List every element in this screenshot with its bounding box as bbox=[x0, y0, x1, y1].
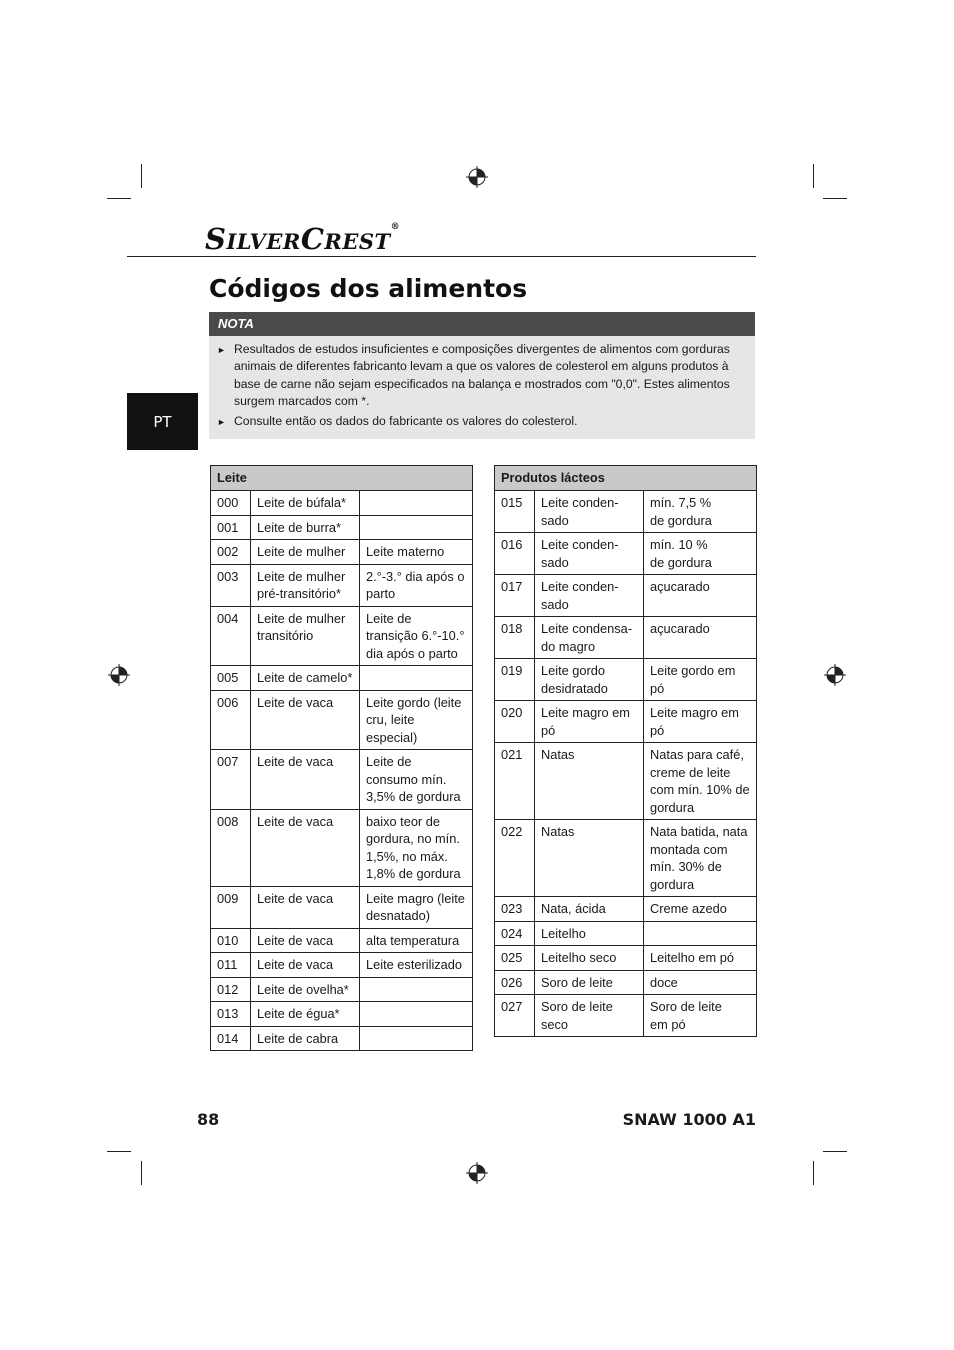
cell-code: 004 bbox=[211, 606, 251, 666]
table-row bbox=[211, 491, 473, 516]
cell-note bbox=[360, 666, 473, 691]
table-row bbox=[211, 977, 473, 1002]
table-row bbox=[495, 820, 757, 897]
cell-note: Leite magro em pó bbox=[644, 701, 757, 743]
cell-code: 000 bbox=[211, 491, 251, 516]
cell-name: Leite de camelo* bbox=[251, 666, 360, 691]
cell-note: Nata batida, nata montada com mín. 30% de gordura bbox=[644, 820, 757, 897]
cell-name: Leite de mulher transitório bbox=[251, 606, 360, 666]
cell-code: 009 bbox=[211, 886, 251, 928]
table-row bbox=[211, 1026, 473, 1051]
crop-mark bbox=[813, 1161, 814, 1185]
cell-name: Leite de égua* bbox=[251, 1002, 360, 1027]
page-title: Códigos dos alimentos bbox=[209, 274, 528, 303]
registration-mark-icon bbox=[466, 166, 488, 188]
crop-mark bbox=[141, 1161, 142, 1185]
table-row bbox=[495, 921, 757, 946]
table-row bbox=[495, 995, 757, 1037]
cell-note: Natas para café, creme de leite com mín. 10% de gordura bbox=[644, 743, 757, 820]
cell-code: 018 bbox=[495, 617, 535, 659]
cell-note: baixo teor de gordura, no mín. 1,5%, no máx. 1,8% de gordura bbox=[360, 809, 473, 886]
cell-note bbox=[360, 1026, 473, 1051]
cell-note bbox=[644, 921, 757, 946]
milk-table bbox=[210, 465, 473, 1051]
cell-code: 022 bbox=[495, 820, 535, 897]
table-row bbox=[495, 743, 757, 820]
table-row bbox=[211, 515, 473, 540]
page-number: 88 bbox=[197, 1110, 220, 1129]
dairy-products-table bbox=[494, 465, 757, 1037]
note-body bbox=[209, 336, 755, 439]
cell-note: Leite de transição 6.°-10.° dia após o parto bbox=[360, 606, 473, 666]
cell-note: doce bbox=[644, 970, 757, 995]
cell-name: Leite de vaca bbox=[251, 928, 360, 953]
table-row bbox=[211, 690, 473, 750]
table-row bbox=[495, 946, 757, 971]
cell-code: 003 bbox=[211, 564, 251, 606]
table-row bbox=[211, 809, 473, 886]
registration-mark-icon bbox=[108, 664, 130, 686]
cell-name: Leite conden- sado bbox=[535, 491, 644, 533]
language-tab: PT bbox=[127, 393, 198, 450]
crop-mark bbox=[107, 198, 131, 199]
cell-note: Leite magro (leite desnatado) bbox=[360, 886, 473, 928]
crop-mark bbox=[823, 198, 847, 199]
cell-note: açucarado bbox=[644, 575, 757, 617]
cell-name: Leite de vaca bbox=[251, 886, 360, 928]
table-row bbox=[495, 617, 757, 659]
cell-name: Leite de mulher bbox=[251, 540, 360, 565]
model-number: SNAW 1000 A1 bbox=[622, 1110, 756, 1129]
cell-code: 005 bbox=[211, 666, 251, 691]
cell-name: Leite de cabra bbox=[251, 1026, 360, 1051]
cell-note: Leite gordo (leite cru, leite especial) bbox=[360, 690, 473, 750]
cell-note: Leite de consumo mín. 3,5% de gordura bbox=[360, 750, 473, 810]
crop-mark bbox=[813, 164, 814, 188]
cell-code: 007 bbox=[211, 750, 251, 810]
cell-name: Leite de vaca bbox=[251, 953, 360, 978]
cell-code: 026 bbox=[495, 970, 535, 995]
cell-name: Leitelho bbox=[535, 921, 644, 946]
cell-name: Soro de leite seco bbox=[535, 995, 644, 1037]
table-row bbox=[211, 1002, 473, 1027]
cell-note bbox=[360, 977, 473, 1002]
table-row bbox=[211, 666, 473, 691]
cell-name: Natas bbox=[535, 820, 644, 897]
cell-name: Leite magro em pó bbox=[535, 701, 644, 743]
cell-note: Leite esterilizado bbox=[360, 953, 473, 978]
table-row bbox=[495, 701, 757, 743]
cell-note bbox=[360, 1002, 473, 1027]
cell-name: Leite de vaca bbox=[251, 690, 360, 750]
table-row bbox=[495, 970, 757, 995]
header-rule bbox=[127, 256, 756, 257]
cell-code: 006 bbox=[211, 690, 251, 750]
cell-code: 011 bbox=[211, 953, 251, 978]
cell-note: açucarado bbox=[644, 617, 757, 659]
cell-code: 014 bbox=[211, 1026, 251, 1051]
registration-mark-icon bbox=[466, 1162, 488, 1184]
cell-name: Leitelho seco bbox=[535, 946, 644, 971]
cell-code: 025 bbox=[495, 946, 535, 971]
cell-code: 027 bbox=[495, 995, 535, 1037]
cell-note: Leite gordo em pó bbox=[644, 659, 757, 701]
cell-name: Leite gordo desidratado bbox=[535, 659, 644, 701]
note-item: ► Consulte então os dados do fabricante os valores do colesterol. bbox=[217, 413, 741, 431]
cell-code: 001 bbox=[211, 515, 251, 540]
table-row bbox=[211, 606, 473, 666]
crop-mark bbox=[107, 1151, 131, 1152]
cell-code: 019 bbox=[495, 659, 535, 701]
cell-name: Nata, ácida bbox=[535, 897, 644, 922]
cell-code: 021 bbox=[495, 743, 535, 820]
cell-code: 013 bbox=[211, 1002, 251, 1027]
table-row bbox=[211, 953, 473, 978]
cell-note: alta temperatura bbox=[360, 928, 473, 953]
cell-code: 023 bbox=[495, 897, 535, 922]
table-row bbox=[211, 886, 473, 928]
table-row bbox=[495, 491, 757, 533]
cell-name: Leite de ovelha* bbox=[251, 977, 360, 1002]
cell-note: mín. 7,5 % de gordura bbox=[644, 491, 757, 533]
note-item: ► Resultados de estudos insuficientes e composições divergentes de alimentos com gorduras animais de diferentes fabricanto levam a que os valores de colesterol em alguns produtos à base de carne não sejam especificados na balança e mostrados com "0,0". Estes alimentos surgem marcados com *. bbox=[217, 341, 741, 410]
table-row bbox=[495, 575, 757, 617]
cell-note: mín. 10 % de gordura bbox=[644, 533, 757, 575]
crop-mark bbox=[823, 1151, 847, 1152]
table-header: Leite bbox=[211, 466, 473, 491]
cell-note: Leitelho em pó bbox=[644, 946, 757, 971]
cell-name: Leite de búfala* bbox=[251, 491, 360, 516]
table-row bbox=[495, 897, 757, 922]
cell-note: Creme azedo bbox=[644, 897, 757, 922]
bullet-arrow-icon: ► bbox=[217, 417, 226, 428]
cell-note bbox=[360, 491, 473, 516]
cell-code: 016 bbox=[495, 533, 535, 575]
cell-name: Leite de burra* bbox=[251, 515, 360, 540]
cell-code: 024 bbox=[495, 921, 535, 946]
cell-name: Leite conden- sado bbox=[535, 533, 644, 575]
cell-code: 017 bbox=[495, 575, 535, 617]
crop-mark bbox=[141, 164, 142, 188]
note-heading: NOTA bbox=[209, 312, 755, 336]
registration-mark-icon bbox=[824, 664, 846, 686]
cell-code: 010 bbox=[211, 928, 251, 953]
cell-name: Leite de mulher pré-transitório* bbox=[251, 564, 360, 606]
bullet-arrow-icon: ► bbox=[217, 345, 226, 355]
cell-code: 008 bbox=[211, 809, 251, 886]
cell-code: 002 bbox=[211, 540, 251, 565]
table-row bbox=[211, 928, 473, 953]
cell-code: 015 bbox=[495, 491, 535, 533]
cell-code: 020 bbox=[495, 701, 535, 743]
cell-name: Leite conden- sado bbox=[535, 575, 644, 617]
table-row bbox=[211, 750, 473, 810]
cell-name: Soro de leite bbox=[535, 970, 644, 995]
cell-code: 012 bbox=[211, 977, 251, 1002]
table-row bbox=[211, 540, 473, 565]
table-row bbox=[495, 533, 757, 575]
cell-note bbox=[360, 515, 473, 540]
table-row bbox=[211, 564, 473, 606]
cell-name: Leite de vaca bbox=[251, 809, 360, 886]
cell-name: Natas bbox=[535, 743, 644, 820]
table-header: Produtos lácteos bbox=[495, 466, 757, 491]
cell-name: Leite condensa- do magro bbox=[535, 617, 644, 659]
cell-note: Soro de leite em pó bbox=[644, 995, 757, 1037]
table-row bbox=[495, 659, 757, 701]
cell-note: Leite materno bbox=[360, 540, 473, 565]
cell-note: 2.°-3.° dia após o parto bbox=[360, 564, 473, 606]
brand-logo: SILVERCREST® bbox=[205, 222, 401, 256]
cell-name: Leite de vaca bbox=[251, 750, 360, 810]
